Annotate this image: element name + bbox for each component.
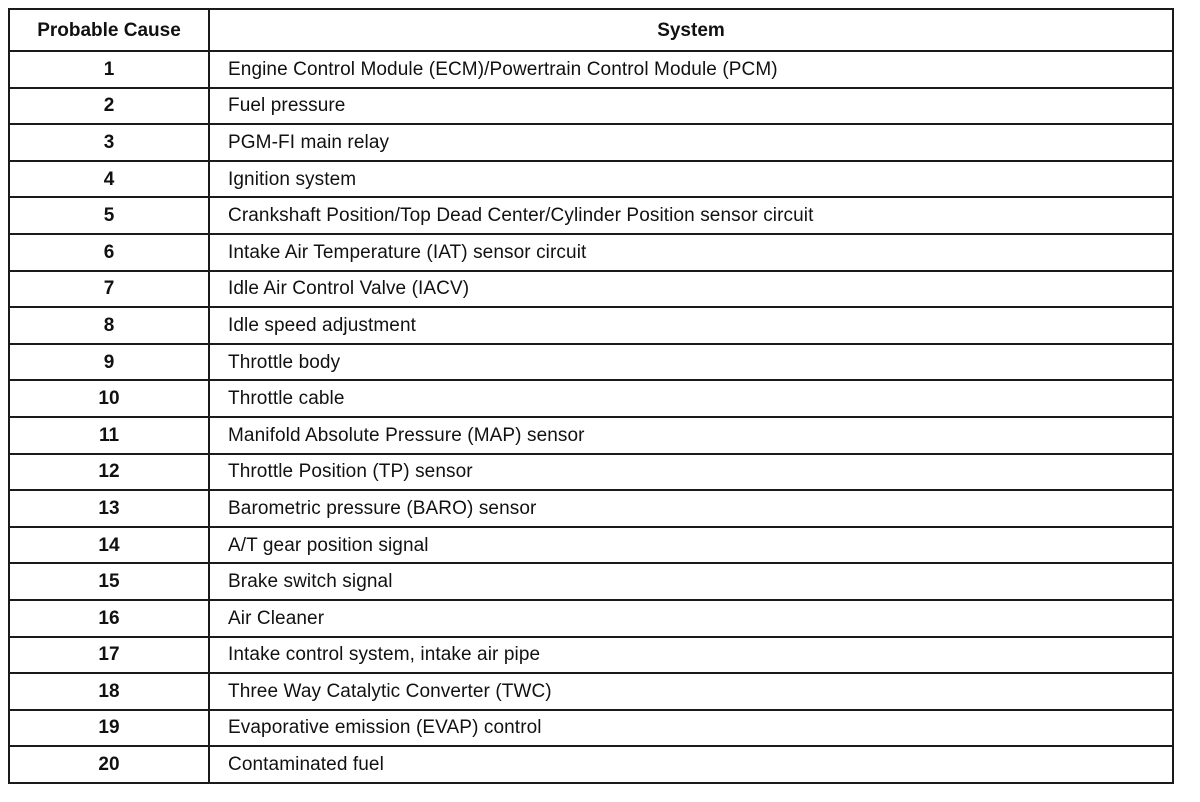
- cause-number: 2: [9, 88, 209, 125]
- system-name: Throttle body: [209, 344, 1173, 381]
- probable-cause-table: [8, 8, 1174, 784]
- cause-number: 20: [9, 746, 209, 783]
- system-name: Intake control system, intake air pipe: [209, 637, 1173, 674]
- table-row: [9, 637, 1173, 674]
- header-system: System: [209, 9, 1173, 51]
- cause-number: 17: [9, 637, 209, 674]
- system-name: Brake switch signal: [209, 563, 1173, 600]
- system-name: Manifold Absolute Pressure (MAP) sensor: [209, 417, 1173, 454]
- cause-number: 8: [9, 307, 209, 344]
- table-row: [9, 710, 1173, 747]
- table-row: [9, 271, 1173, 308]
- system-name: Fuel pressure: [209, 88, 1173, 125]
- system-name: A/T gear position signal: [209, 527, 1173, 564]
- table-row: [9, 307, 1173, 344]
- table-row: [9, 197, 1173, 234]
- system-name: Barometric pressure (BARO) sensor: [209, 490, 1173, 527]
- cause-number: 7: [9, 271, 209, 308]
- table-row: [9, 417, 1173, 454]
- cause-number: 18: [9, 673, 209, 710]
- system-name: Air Cleaner: [209, 600, 1173, 637]
- header-probable-cause: Probable Cause: [9, 9, 209, 51]
- table-row: [9, 124, 1173, 161]
- table-body: [9, 51, 1173, 783]
- cause-number: 6: [9, 234, 209, 271]
- table-row: [9, 51, 1173, 88]
- system-name: PGM-FI main relay: [209, 124, 1173, 161]
- cause-number: 1: [9, 51, 209, 88]
- table-row: [9, 490, 1173, 527]
- table-header-row: [9, 9, 1173, 51]
- table-row: [9, 673, 1173, 710]
- document-page: [8, 8, 1172, 784]
- cause-number: 12: [9, 454, 209, 491]
- cause-number: 3: [9, 124, 209, 161]
- cause-number: 9: [9, 344, 209, 381]
- system-name: Three Way Catalytic Converter (TWC): [209, 673, 1173, 710]
- cause-number: 10: [9, 380, 209, 417]
- table-row: [9, 161, 1173, 198]
- system-name: Throttle cable: [209, 380, 1173, 417]
- system-name: Contaminated fuel: [209, 746, 1173, 783]
- table-row: [9, 563, 1173, 600]
- system-name: Engine Control Module (ECM)/Powertrain Control Module (PCM): [209, 51, 1173, 88]
- system-name: Intake Air Temperature (IAT) sensor circuit: [209, 234, 1173, 271]
- system-name: Idle Air Control Valve (IACV): [209, 271, 1173, 308]
- cause-number: 16: [9, 600, 209, 637]
- system-name: Throttle Position (TP) sensor: [209, 454, 1173, 491]
- table-row: [9, 344, 1173, 381]
- cause-number: 14: [9, 527, 209, 564]
- cause-number: 4: [9, 161, 209, 198]
- table-row: [9, 527, 1173, 564]
- table-row: [9, 600, 1173, 637]
- system-name: Ignition system: [209, 161, 1173, 198]
- table-row: [9, 234, 1173, 271]
- table-row: [9, 454, 1173, 491]
- table-row: [9, 746, 1173, 783]
- system-name: Evaporative emission (EVAP) control: [209, 710, 1173, 747]
- cause-number: 15: [9, 563, 209, 600]
- table-row: [9, 380, 1173, 417]
- cause-number: 13: [9, 490, 209, 527]
- cause-number: 5: [9, 197, 209, 234]
- table-row: [9, 88, 1173, 125]
- cause-number: 11: [9, 417, 209, 454]
- cause-number: 19: [9, 710, 209, 747]
- system-name: Idle speed adjustment: [209, 307, 1173, 344]
- system-name: Crankshaft Position/Top Dead Center/Cylinder Position sensor circuit: [209, 197, 1173, 234]
